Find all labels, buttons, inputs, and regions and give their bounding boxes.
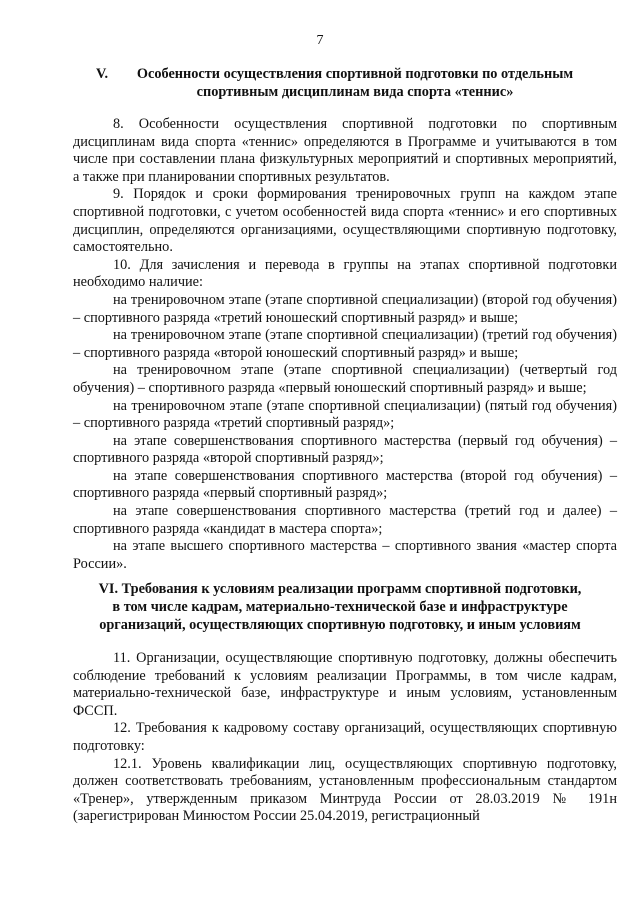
section-6-title-line-1: VI. Требования к условиям реализации программ спортивной подготовки, [98,581,582,597]
section-6-heading [60,580,620,634]
page-number: 7 [316,33,324,48]
paragraph-11: 11. Организации, осуществляющие спортивную подготовку, должны обеспечить соблюдение требований к условиям реализации Программы, в том числе кадрам, материально-технической базе, инфраструктуре и иным условиям, установленным ФССП. [73,650,617,719]
section-5-heading [60,65,620,101]
list-item: на тренировочном этапе (этапе спортивной специализации) (третий год обучения) – спортивного разряда «второй юношеский спортивный разряд» и выше; [73,327,617,361]
section-5-title-line-1: Особенности осуществления спортивной подготовки по отдельным [136,66,574,82]
list-item: на тренировочном этапе (этапе спортивной специализации) (второй год обучения) – спортивного разряда «третий юношеский спортивный разряд» и выше; [73,291,617,326]
section-6-title-line-2: в том числе кадрам, материально-технической базе и инфраструктуре [112,599,568,615]
section-6-title-line-3: организаций, осуществляющих спортивную подготовку, и иным условиям [99,617,581,633]
paragraph-10: 10. Для зачисления и перевода в группы на этапах спортивной подготовки необходимо наличие: [73,256,617,291]
paragraph-12: 12. Требования к кадровому составу организаций, осуществляющих спортивную подготовку: [73,720,617,754]
paragraph-12-1: 12.1. Уровень квалификации лиц, осуществляющих спортивную подготовку, должен соответствовать требованиям, установленным профессиональным стандартом «Тренер», утвержденным приказом Минтруда России от 28.03.2019 № 191н (зарегистрирован Минюстом России 25.04.2019, регистрационный [73,755,617,825]
paragraph-9: 9. Порядок и сроки формирования тренировочных групп на каждом этапе спортивной подготовки, с учетом особенностей вида спорта «теннис» и его спортивных дисциплин, определяются организациями, осуществляющими спортивную подготовку, самостоятельно. [73,186,617,256]
list-item: на тренировочном этапе (этапе спортивной специализации) (четвертый год обучения) – спортивного разряда «первый юношеский спортивный разряд» и выше; [73,362,617,396]
section-5-title-line-2: спортивным дисциплинам вида спорта «теннис» [196,84,514,100]
section-5-body [73,116,617,573]
paragraph-8: 8. Особенности осуществления спортивной подготовки по спортивным дисциплинам вида спорта «теннис» определяются в Программе и учитываются в том числе при составлении плана физкультурных мероприятий и спортивных мероприятий, а также при планировании спортивных результатов. [73,116,617,185]
list-item: на этапе совершенствования спортивного мастерства (третий год и далее) – спортивного разряда «кандидат в мастера спорта»; [73,503,617,537]
section-6-body [73,650,617,826]
list-item: на этапе высшего спортивного мастерства – спортивного звания «мастер спорта России». [73,538,617,572]
list-item: на этапе совершенствования спортивного мастерства (второй год обучения) – спортивного разряда «первый спортивный разряд»; [73,467,617,502]
list-item: на тренировочном этапе (этапе спортивной специализации) (пятый год обучения) – спортивного разряда «третий спортивный разряд»; [73,397,617,432]
list-item: на этапе совершенствования спортивного мастерства (первый год обучения) – спортивного разряда «второй спортивный разряд»; [73,432,617,467]
section-5-numeral: V. [96,66,109,82]
